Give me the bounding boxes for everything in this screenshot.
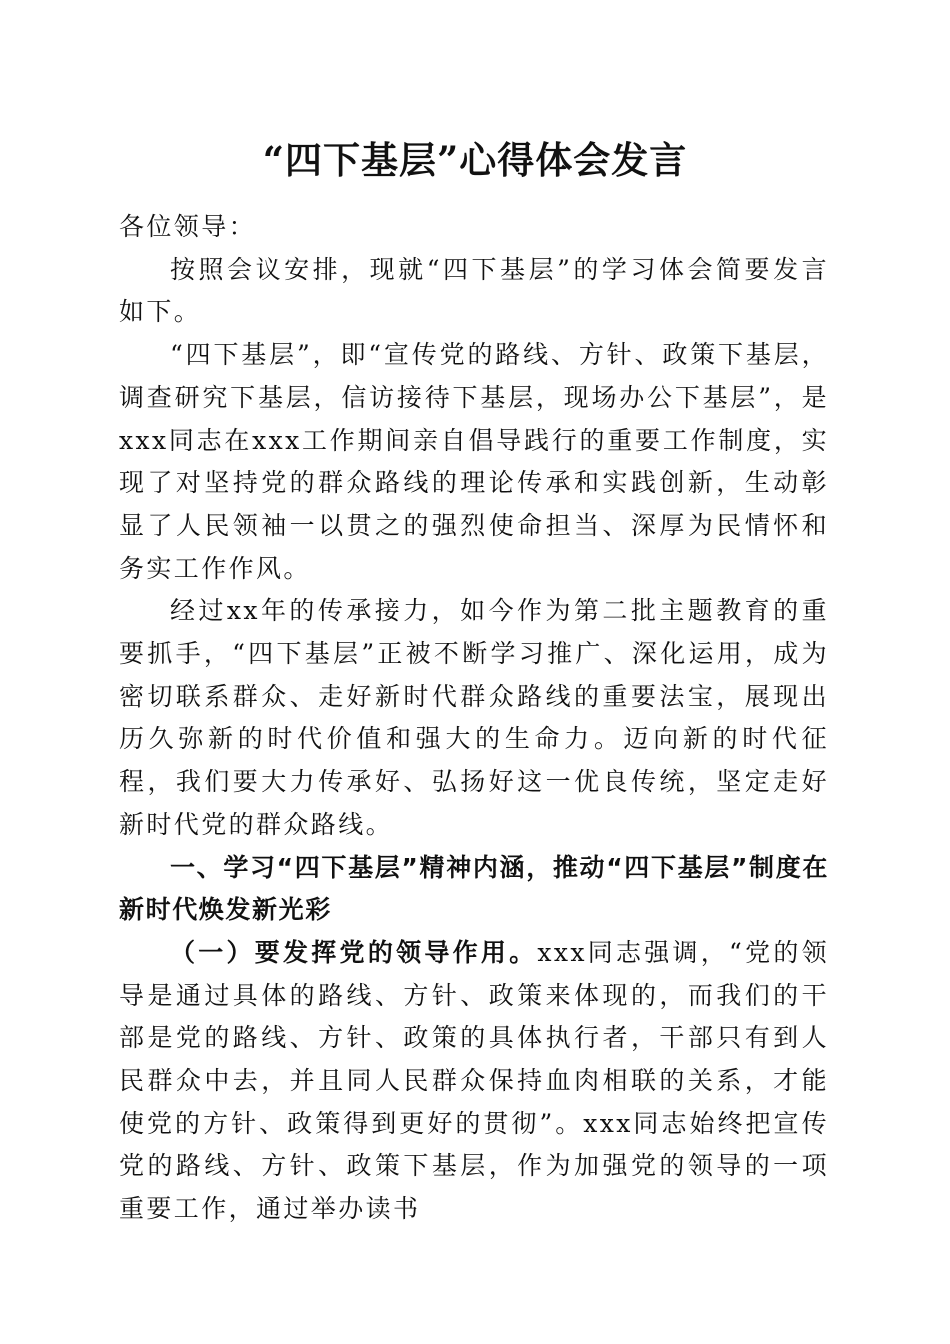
subsection-label: （一）要发挥党的领导作用。 [170, 937, 538, 967]
section-heading: 一、学习“四下基层”精神内涵，推动“四下基层”制度在新时代焕发新光彩 [119, 852, 829, 925]
subsection-paragraph [119, 932, 829, 1231]
document-body [119, 206, 829, 1231]
subsection-text: xxx同志强调，“党的领导是通过具体的路线、方针、政策来体现的，而我们的干部是党的路线、方针、政策的具体执行者，干部只有到人民群众中去，并且同人民群众保持血肉相联的关系，才能使党的方针、政策得到更好的贯彻”。xxx同志始终把宣传党的路线、方针、政策下基层，作为加强党的领导的一项重要工作，通过举办读书 [119, 937, 829, 1224]
paragraph-inheritance: 经过xx年的传承接力，如今作为第二批主题教育的重要抓手，“四下基层”正被不断学习推广、深化运用，成为密切联系群众、走好新时代群众路线的重要法宝，展现出历久弥新的时代价值和强大的生命力。迈向新的时代征程，我们要大力传承好、弘扬好这一优良传统，坚定走好新时代党的群众路线。 [119, 596, 829, 839]
salutation: 各位领导： [119, 212, 257, 241]
paragraph-intro: 按照会议安排，现就“四下基层”的学习体会简要发言如下。 [119, 254, 829, 327]
paragraph-definition: “四下基层”，即“宣传党的路线、方针、政策下基层，调查研究下基层，信访接待下基层，现场办公下基层”，是xxx同志在xxx工作期间亲自倡导践行的重要工作制度，实现了对坚持党的群众路线的理论传承和实践创新，生动彰显了人民领袖一以贯之的强烈使命担当、深厚为民情怀和务实工作作风。 [119, 340, 829, 583]
document-title: “四下基层”心得体会发言 [262, 138, 688, 182]
